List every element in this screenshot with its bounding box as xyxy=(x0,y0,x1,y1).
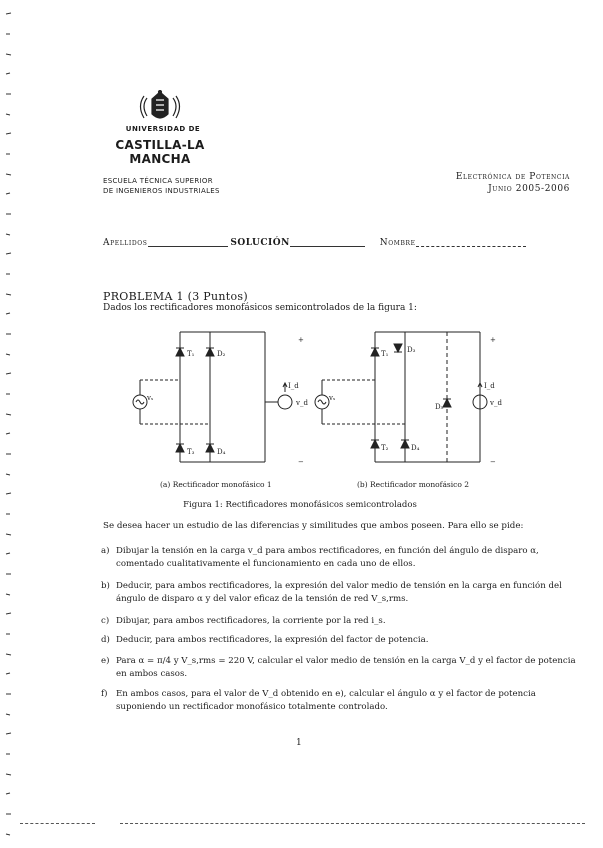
student-fields xyxy=(103,236,573,248)
label-b-t2: T₂ xyxy=(381,444,389,452)
label-d4: D₄ xyxy=(217,448,226,456)
surname-label: Apellidos xyxy=(103,238,148,248)
problem-intro: Dados los rectificadores monofásicos semicontrolados de la figura 1: xyxy=(103,303,417,313)
school-line-1: ESCUELA TÉCNICA SUPERIOR xyxy=(103,177,213,185)
question-label: a) xyxy=(101,546,110,556)
label-b-d3: D₃ xyxy=(407,346,416,354)
question-f xyxy=(101,688,576,714)
university-name-small: UNIVERSIDAD DE xyxy=(125,125,201,133)
name-label: Nombre xyxy=(379,238,416,248)
university-name: CASTILLA-LA MANCHA xyxy=(115,138,205,166)
question-e xyxy=(101,655,576,681)
label-d2: D₂ xyxy=(217,350,226,358)
label-b-vs: vₛ xyxy=(329,394,336,402)
circuit-a xyxy=(133,332,292,462)
question-d xyxy=(101,634,576,647)
binding-marks xyxy=(0,0,30,848)
question-label: f) xyxy=(101,689,108,699)
question-c xyxy=(101,615,576,628)
question-label: b) xyxy=(101,581,110,591)
question-text: Dibujar la tensión en la carga v_d para ambos rectificadores, en función del ángulo de disparo α, comentado cualitativamente el funcionamiento en cada uno de ellos. xyxy=(116,546,539,569)
label-t3: T₃ xyxy=(187,448,195,456)
course-info xyxy=(380,171,570,195)
label-b-plus: + xyxy=(490,336,496,344)
problem-statement: Se desea hacer un estudio de las diferencias y similitudes que ambos poseen. Para ello se pide: xyxy=(103,521,524,531)
label-b-d5: D₅ xyxy=(435,403,444,411)
problem-title: PROBLEMA 1 (3 Puntos) xyxy=(103,290,248,303)
label-b-minus: − xyxy=(490,458,496,466)
label-b-vd: v_d xyxy=(490,399,502,407)
caption-a: (a) Rectificador monofásico 1 xyxy=(160,480,272,489)
surname-underline-2 xyxy=(290,236,365,247)
label-t1: T₁ xyxy=(187,350,195,358)
footer-rule-left xyxy=(20,823,95,824)
surname-underline-1 xyxy=(148,236,228,247)
page-number: 1 xyxy=(296,738,302,748)
label-b-t1: T₁ xyxy=(381,350,389,358)
question-b xyxy=(101,580,576,606)
rectifier-circuits-figure xyxy=(110,322,510,482)
caption-b: (b) Rectificador monofásico 2 xyxy=(357,480,470,489)
label-vs: vₛ xyxy=(147,394,154,402)
question-a xyxy=(101,545,576,571)
label-b-id: I_d xyxy=(484,382,495,390)
label-vd: v_d xyxy=(296,399,308,407)
question-label: c) xyxy=(101,616,110,626)
exam-date: Junio 2005-2006 xyxy=(488,184,570,194)
school-name xyxy=(103,176,220,196)
question-text: Deducir, para ambos rectificadores, la expresión del valor medio de tensión en la carga en función del ángulo de disparo α y del valor eficaz de la tensión de red V_s,rms. xyxy=(116,581,562,604)
figure-caption: Figura 1: Rectificadores monofásicos semicontrolados xyxy=(183,500,417,510)
question-text: En ambos casos, para el valor de V_d obtenido en e), calcular el ángulo α y el factor de potencia suponiendo un rectificador monofásico totalmente controlado. xyxy=(116,689,536,712)
question-text: Dibujar, para ambos rectificadores, la corriente por la red i_s. xyxy=(116,616,386,626)
footer-rule xyxy=(120,823,585,824)
question-text: Deducir, para ambos rectificadores, la expresión del factor de potencia. xyxy=(116,635,429,645)
label-id: I_d xyxy=(288,382,299,390)
question-label: d) xyxy=(101,635,110,645)
label-minus: − xyxy=(298,458,304,466)
school-line-2: DE INGENIEROS INDUSTRIALES xyxy=(103,187,220,195)
question-text: Para α = π/4 y V_s,rms = 220 V, calcular el valor medio de tensión en la carga V_d y el factor de potencia en ambos casos. xyxy=(116,656,576,679)
question-label: e) xyxy=(101,656,110,666)
label-plus: + xyxy=(298,336,304,344)
course-title: Electrónica de Potencia xyxy=(455,172,570,182)
label-b-d4: D₄ xyxy=(411,444,420,452)
circuit-b xyxy=(315,332,487,462)
surname-value: SOLUCIÓN xyxy=(230,238,290,248)
name-underline xyxy=(416,236,526,247)
